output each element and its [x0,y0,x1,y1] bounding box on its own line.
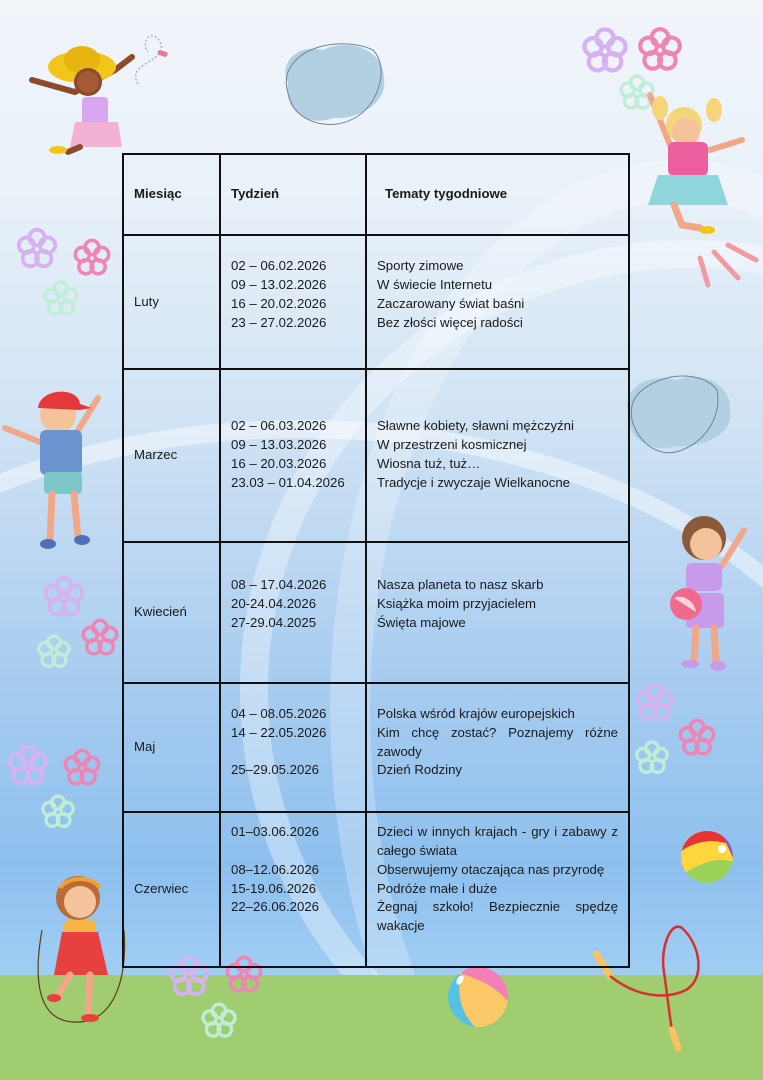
table-row [123,683,629,812]
topics-cell [366,812,629,967]
week-range: 01–03.06.2026 [231,824,320,840]
topic: Książka moim przyjacielem [377,596,537,612]
weeks-cell [220,683,366,812]
topic: Kim chcę zostać? Poznajemy różne zawody [377,724,618,759]
week-range: 27-29.04.2025 [231,614,317,630]
header-week: Tydzień [220,154,366,235]
topic: Sporty zimowe [377,258,464,274]
month-cell: Maj [123,683,220,812]
week-range-spacer [231,917,365,936]
topic: Sławne kobiety, sławni mężczyźni [377,418,574,434]
table-header-row [123,154,629,235]
rainbow-beach-ball-icon [680,830,734,884]
week-range: 15-19.06.2026 [231,880,317,896]
week-range: 22–26.06.2026 [231,899,320,915]
weeks-cell [220,369,366,542]
topic: Wiosna tuż, tuż… [377,456,481,471]
table-row [123,542,629,683]
week-range: 09 – 13.03.2026 [231,437,327,453]
header-month: Miesiąc [123,154,220,235]
table-row [123,369,629,542]
week-range: 02 – 06.03.2026 [231,418,327,434]
flower-icon [12,225,62,273]
girl-pigtails-illustration [630,80,760,295]
week-range-spacer [231,842,365,861]
week-range-spacer [231,743,365,762]
topic: Polska wśród krajów europejskich [377,705,575,721]
flower-icon [4,742,52,790]
pastel-beach-ball-icon [446,966,510,1028]
week-range: 16 – 20.03.2026 [231,456,327,471]
week-range: 23.03 – 01.04.2026 [231,474,345,490]
flower-icon [632,738,672,778]
month-cell: Czerwiec [123,812,220,967]
topic: Nasza planeta to nasz skarb [377,577,544,593]
week-range: 23 – 27.02.2026 [231,314,327,330]
topic: Tradycje i zwyczaje Wielkanocne [377,474,570,490]
topic: Święta majowe [377,614,466,630]
month-cell: Kwiecień [123,542,220,683]
flower-icon [40,278,82,320]
weekly-themes-table [122,153,630,968]
weeks-cell [220,812,366,967]
month-cell: Luty [123,235,220,369]
topics-cell [366,542,629,683]
topic: Podróże małe i duże [377,880,498,896]
topic: Bez złości więcej radości [377,314,523,330]
topics-cell [366,235,629,369]
topics-cell [366,683,629,812]
week-range: 16 – 20.02.2026 [231,296,327,311]
flower-icon [38,792,78,832]
flower-icon [78,616,122,660]
weeks-cell [220,542,366,683]
header-topics: Tematy tygodniowe [366,154,629,235]
flower-icon [70,236,114,280]
table-row [123,235,629,369]
week-range: 08 – 17.04.2026 [231,577,327,593]
girl-yellow-hat-illustration [20,22,170,157]
topic: Dzieci w innych krajach - gry i zabawy z całego świata [377,824,618,858]
girl-with-ball-illustration [660,508,755,678]
week-range: 09 – 13.02.2026 [231,277,327,293]
topic: W świecie Internetu [377,277,493,293]
topic: Zaczarowany świat baśni [377,296,525,311]
week-range: 04 – 08.05.2026 [231,705,327,721]
month-cell: Marzec [123,369,220,542]
week-range: 14 – 22.05.2026 [231,724,327,740]
cloud-blob-icon [278,38,390,130]
table-row [123,812,629,967]
week-range: 08–12.06.2026 [231,861,320,877]
topic: Obserwujemy otaczająca nas przyrodę [377,861,605,877]
cloud-blob-icon [622,370,734,458]
topic: W przestrzeni kosmicznej [377,437,527,453]
week-range: 20-24.04.2026 [231,596,317,612]
flower-icon [198,1000,240,1042]
flower-icon [578,24,632,78]
table-body [123,235,629,967]
topic: Żegnaj szkoło! Bezpiecznie spędzę wakacje [377,899,618,934]
flower-icon [632,680,678,726]
week-range: 02 – 06.02.2026 [231,258,327,274]
flower-icon [675,716,719,760]
boy-red-cap-illustration [0,380,110,555]
week-range: 25–29.05.2026 [231,762,320,778]
topics-cell [366,369,629,542]
topic: Dzień Rodziny [377,762,463,778]
weeks-cell [220,235,366,369]
flower-icon [34,632,74,672]
flower-icon [40,573,88,621]
flower-icon [634,24,686,76]
flower-icon [60,746,104,790]
